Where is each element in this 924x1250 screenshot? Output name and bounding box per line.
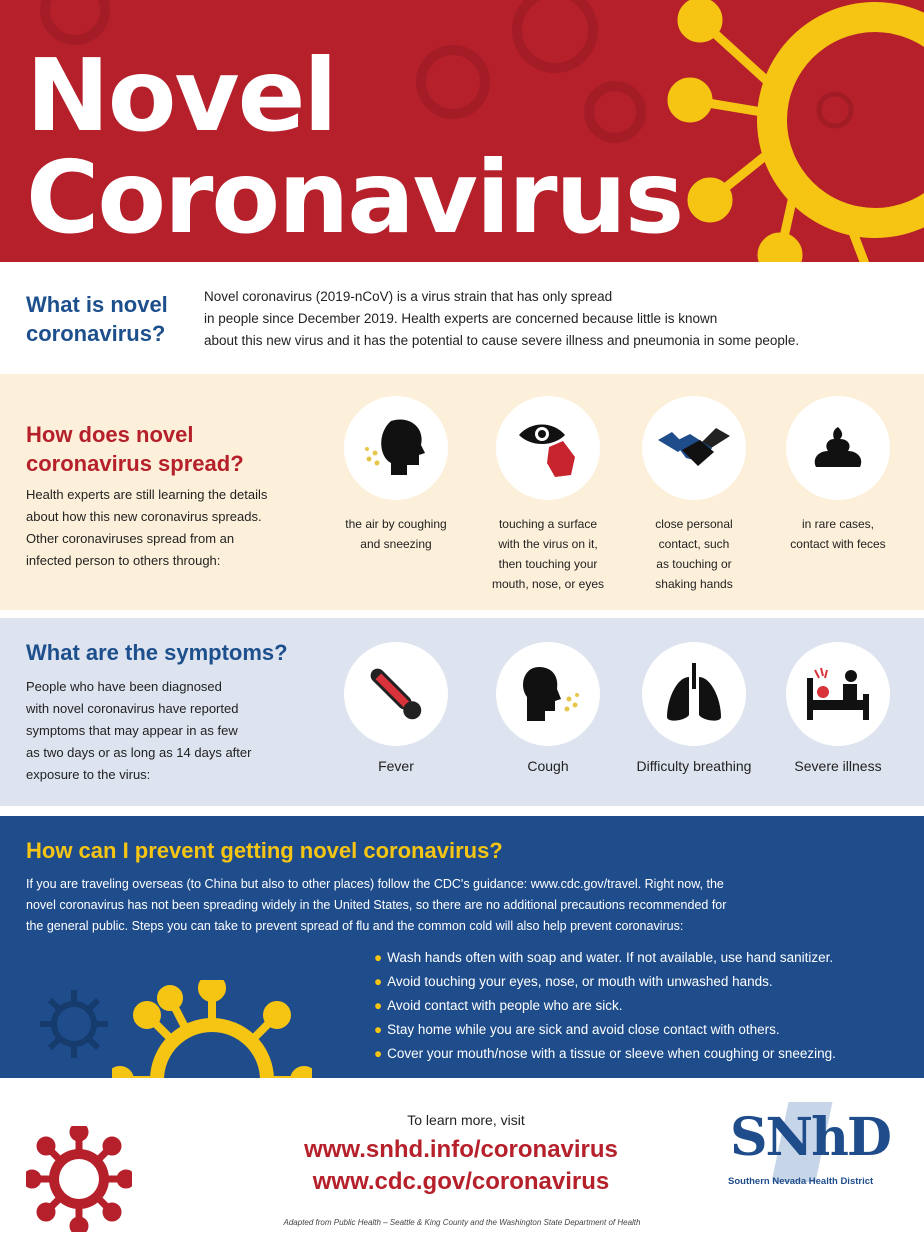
prevent-body	[26, 874, 906, 937]
prevent-body-line: the general public. Steps you can take to prevent spread of flu and the common cold will also help prevent coronavirus:	[26, 919, 684, 933]
list-item: ● Cover your mouth/nose with a tissue or sleeve when coughing or sneezing.	[374, 1046, 836, 1061]
learn-more-text: To learn more, visit	[407, 1112, 525, 1128]
bullet-text: Wash hands often with soap and water. If not available, use hand sanitizer.	[387, 950, 834, 965]
spread-heading-line-1: How does novel	[26, 422, 194, 447]
snhd-logo	[724, 1102, 900, 1198]
what-is-body-line-3: about this new virus and it has the potential to cause severe illness and pneumonia in some people.	[204, 333, 800, 348]
spread-body-line: Other coronaviruses spread from an	[26, 531, 235, 546]
prevent-body-line: novel coronavirus has not been spreading widely in the United States, so there are no additional precautions recommended for	[26, 898, 727, 912]
symptoms-body	[26, 676, 326, 786]
caption-line: contact with feces	[790, 537, 886, 551]
spread-section	[0, 374, 924, 610]
caption-line: touching a surface	[498, 517, 598, 531]
what-is-body-line-1: Novel coronavirus (2019-nCoV) is a virus strain that has only spread	[204, 289, 613, 304]
symptom-label-breathing: Difficulty breathing	[636, 758, 752, 774]
spread-body	[26, 484, 326, 572]
spread-body-line: Health experts are still learning the details	[26, 487, 268, 502]
symptom-label-severe: Severe illness	[794, 758, 882, 774]
credit-text: Adapted from Public Health – Seattle & King County and the Washington State Department of Health	[283, 1218, 641, 1227]
cdc-link[interactable]: www.cdc.gov/coronavirus	[312, 1168, 610, 1195]
footer-section	[0, 1078, 924, 1250]
symptoms-body-line: symptoms that may appear in as few	[26, 723, 238, 738]
caption-line: as touching or	[656, 557, 732, 571]
symptoms-body-line: as two days or as long as 14 days after	[26, 745, 252, 760]
symptoms-heading: What are the symptoms?	[26, 640, 288, 665]
caption-line: shaking hands	[655, 577, 733, 591]
spread-heading	[26, 420, 244, 478]
prevent-bullet-list	[374, 946, 914, 1066]
caption-line: and sneezing	[360, 537, 432, 551]
what-is-body	[204, 286, 894, 352]
red-virus-icon	[26, 1126, 132, 1232]
symptoms-section	[0, 618, 924, 806]
spread-body-line: infected person to others through:	[26, 553, 221, 568]
spread-heading-line-2: coronavirus spread?	[26, 451, 244, 476]
caption-line: the air by coughing	[345, 517, 447, 531]
title-line-2: Coronavirus	[26, 139, 683, 256]
bullet-text: Stay home while you are sick and avoid close contact with others.	[387, 1022, 780, 1037]
feces-icon	[786, 396, 890, 500]
coughing-person-icon	[344, 396, 448, 500]
list-item: ● Avoid touching your eyes, nose, or mouth with unwashed hands.	[374, 974, 773, 989]
logo-caption: Southern Nevada Health District	[728, 1176, 874, 1187]
what-is-heading	[26, 290, 168, 348]
handshake-icon	[642, 396, 746, 500]
cough-icon	[496, 642, 600, 746]
caption-line: with the virus on it,	[498, 537, 598, 551]
what-is-body-line-2: in people since December 2019. Health experts are concerned because little is known	[204, 311, 718, 326]
eye-touch-icon	[496, 396, 600, 500]
symptoms-body-line: with novel coronavirus have reported	[26, 701, 239, 716]
what-is-heading-line-2: coronavirus?	[26, 321, 166, 346]
spread-caption-2	[482, 514, 614, 594]
caption-line: then touching your	[498, 557, 598, 571]
caption-line: in rare cases,	[801, 517, 875, 531]
lungs-icon	[642, 642, 746, 746]
bullet-text: Cover your mouth/nose with a tissue or sleeve when coughing or sneezing.	[387, 1046, 836, 1061]
symptom-label-fever: Fever	[378, 758, 414, 774]
spread-body-line: about how this new coronavirus spreads.	[26, 509, 262, 524]
thermometer-icon	[344, 642, 448, 746]
title-line-1: Novel	[26, 37, 336, 154]
list-item: ● Wash hands often with soap and water. If not available, use hand sanitizer.	[374, 950, 834, 965]
list-item: ● Stay home while you are sick and avoid close contact with others.	[374, 1022, 780, 1037]
logo-text: SNhD	[730, 1107, 890, 1168]
bullet-text: Avoid touching your eyes, nose, or mouth with unwashed hands.	[387, 974, 773, 989]
prevent-body-line: If you are traveling overseas (to China but also to other places) follow the CDC's guidance: www.cdc.gov/travel. Right now, the	[26, 877, 724, 891]
symptoms-body-line: exposure to the virus:	[26, 767, 151, 782]
caption-line: close personal	[655, 517, 733, 531]
spread-caption-3	[628, 514, 760, 594]
spread-caption-4	[772, 514, 904, 554]
bullet-text: Avoid contact with people who are sick.	[387, 998, 623, 1013]
snhd-link[interactable]: www.snhd.info/coronavirus	[304, 1136, 618, 1163]
list-item: ● Avoid contact with people who are sick.	[374, 998, 623, 1013]
spread-caption-1	[330, 514, 462, 554]
caption-line: mouth, nose, or eyes	[491, 577, 605, 591]
caption-line: contact, such	[658, 537, 730, 551]
prevent-heading: How can I prevent getting novel coronavirus?	[26, 838, 503, 863]
what-is-section	[0, 262, 924, 374]
symptoms-body-line: People who have been diagnosed	[26, 679, 222, 694]
symptom-label-cough: Cough	[527, 758, 569, 774]
what-is-heading-line-1: What is novel	[26, 292, 168, 317]
blue-virus-icon	[36, 986, 112, 1062]
sick-bed-icon	[786, 642, 890, 746]
